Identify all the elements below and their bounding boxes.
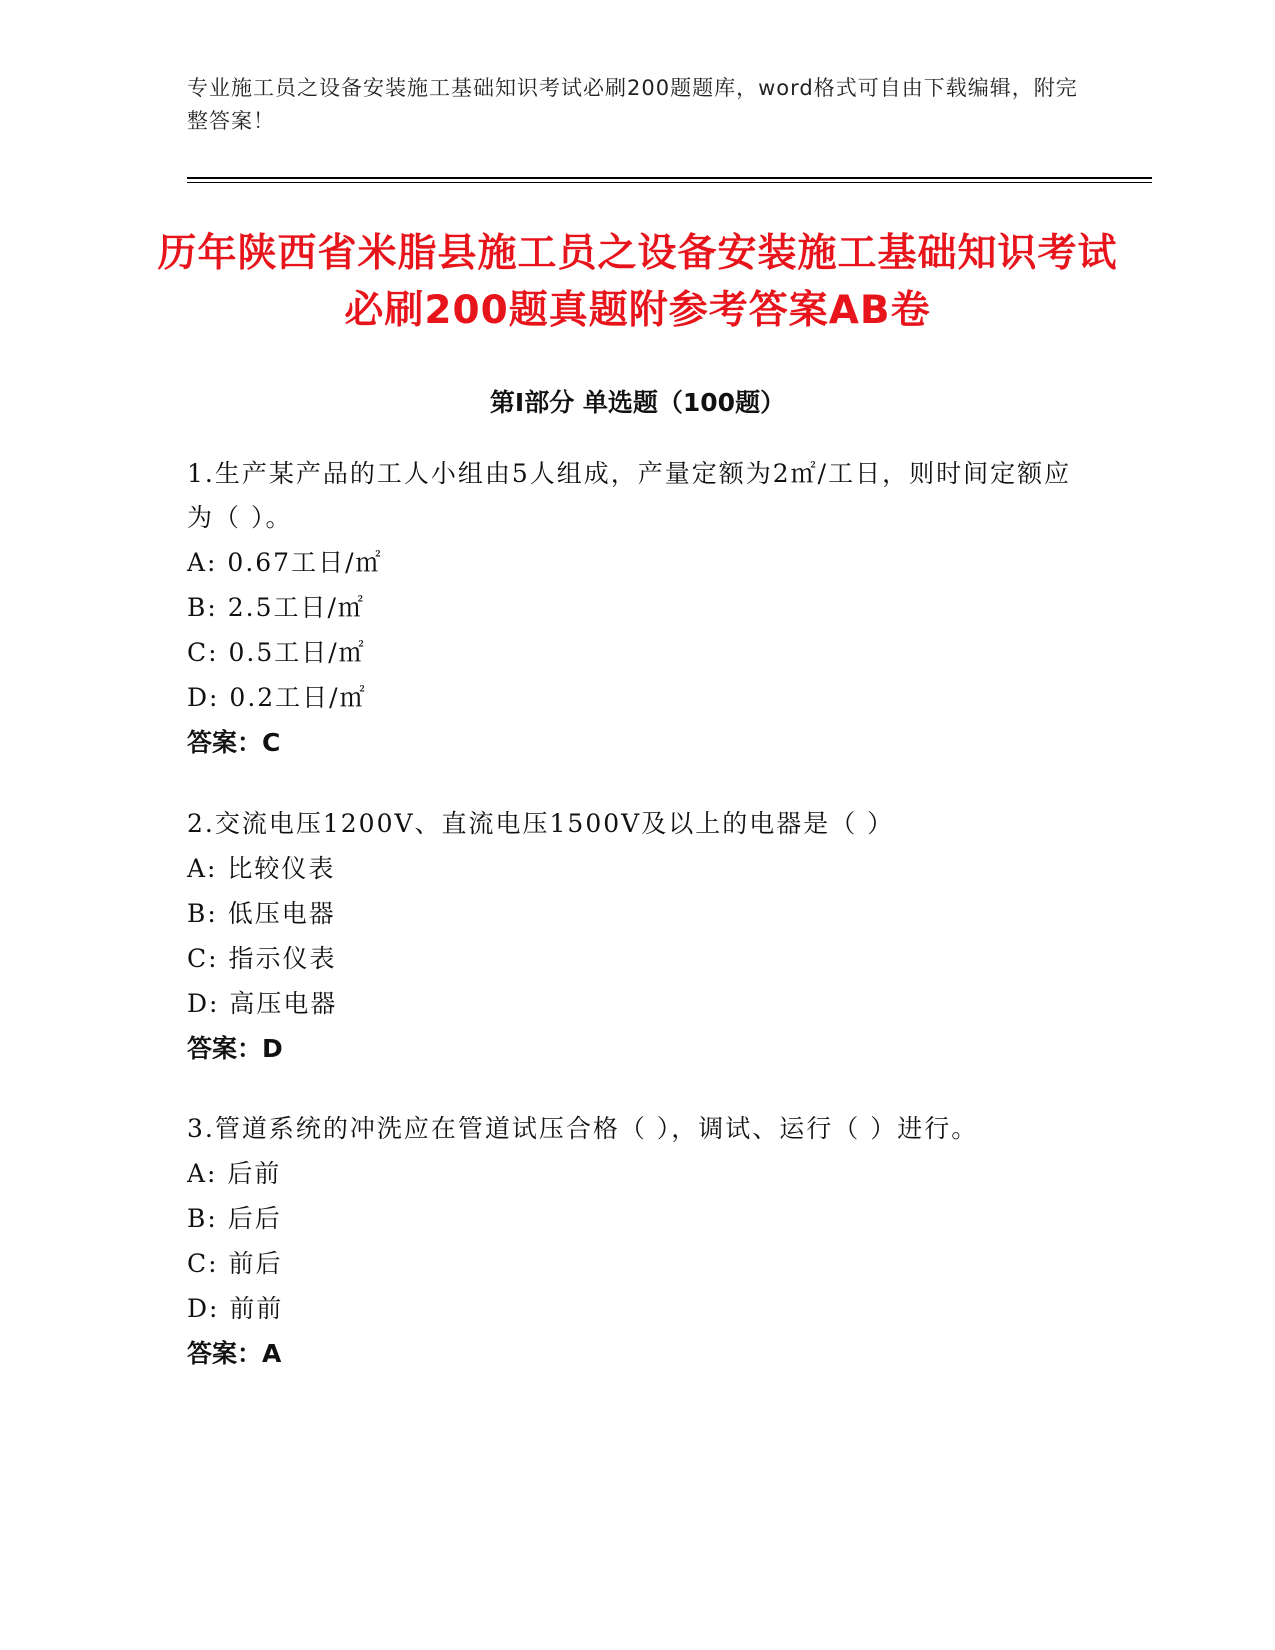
option-d: D: 0.2工日/㎡ [187, 683, 367, 712]
question-stem: 2.交流电压1200V、直流电压1500V及以上的电器是（ ） [187, 809, 895, 838]
document-title: 历年陕西省米脂县施工员之设备安装施工基础知识考试必刷200题真题附参考答案AB卷 [157, 231, 1118, 333]
option-b: B: 低压电器 [187, 899, 336, 928]
section-heading: 第Ⅰ部分 单选题（100题） [489, 388, 786, 417]
answer: 答案：D [187, 1034, 283, 1063]
option-d: D: 高压电器 [187, 989, 338, 1018]
header-rule-thick [187, 177, 1152, 179]
option-c: C: 0.5工日/㎡ [187, 638, 366, 667]
option-a: A: 0.67工日/㎡ [187, 548, 383, 577]
question-3 [187, 1107, 1087, 1376]
header-rule-thin [187, 182, 1152, 183]
answer: 答案：A [187, 1339, 282, 1368]
header-note: 专业施工员之设备安装施工基础知识考试必刷200题题库，word格式可自由下载编辑，附完整答案！ [187, 76, 1078, 133]
option-d: D: 前前 [187, 1294, 284, 1323]
answer: 答案：C [187, 728, 281, 757]
option-b: B: 后后 [187, 1204, 282, 1233]
question-stem: 3.管道系统的冲洗应在管道试压合格（ ），调试、运行（ ）进行。 [187, 1114, 979, 1143]
option-a: A: 后前 [187, 1159, 282, 1188]
option-c: C: 指示仪表 [187, 944, 337, 973]
option-a: A: 比较仪表 [187, 854, 336, 883]
question-2 [187, 802, 1087, 1071]
question-1 [187, 452, 1087, 765]
option-b: B: 2.5工日/㎡ [187, 593, 365, 622]
question-stem: 1.生产某产品的工人小组由5人组成，产量定额为2㎡/工日，则时间定额应为（ ）。 [187, 459, 1072, 532]
option-c: C: 前后 [187, 1249, 283, 1278]
